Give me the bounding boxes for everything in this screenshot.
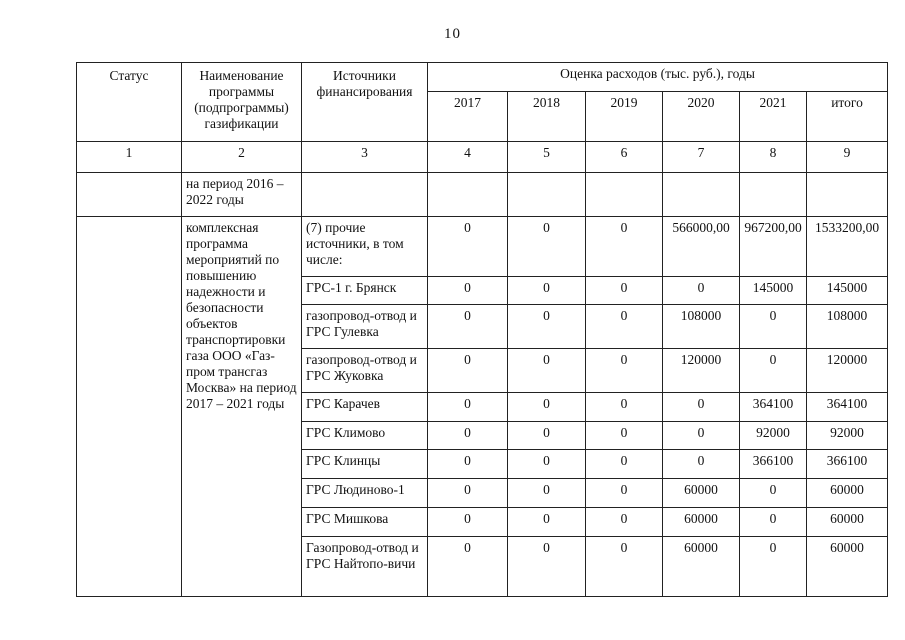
value-2020: 0 xyxy=(663,277,740,305)
empty-cell xyxy=(302,173,428,217)
value-total: 60000 xyxy=(807,537,888,597)
header-row-1 xyxy=(77,63,888,92)
value-total: 108000 xyxy=(807,305,888,349)
empty-cell xyxy=(586,173,663,217)
value-2019: 0 xyxy=(586,277,663,305)
empty-cell xyxy=(663,173,740,217)
period-row xyxy=(77,173,888,217)
value-2020: 60000 xyxy=(663,479,740,508)
value-2020: 566000,00 xyxy=(663,217,740,277)
column-number: 3 xyxy=(302,142,428,173)
source-cell: ГРС Карачев xyxy=(302,393,428,422)
empty-cell xyxy=(508,173,586,217)
value-2021: 0 xyxy=(740,508,807,537)
budget-table xyxy=(76,62,888,597)
source-cell: газопровод-отвод и ГРС Гулевка xyxy=(302,305,428,349)
value-total: 92000 xyxy=(807,422,888,450)
source-cell: (7) прочие источники, в том числе: xyxy=(302,217,428,277)
table-row xyxy=(77,217,888,277)
value-2018: 0 xyxy=(508,508,586,537)
value-2021: 0 xyxy=(740,537,807,597)
header-total: итого xyxy=(807,92,888,142)
value-2019: 0 xyxy=(586,393,663,422)
value-2017: 0 xyxy=(428,508,508,537)
program-name-cell: комплексная программа мероприятий по повышению надежности и безопасности объектов транспортировки газа ООО «Газ-пром трансгаз Москва» на период 2017 – 2021 годы xyxy=(182,217,302,597)
value-2021: 364100 xyxy=(740,393,807,422)
value-total: 145000 xyxy=(807,277,888,305)
header-year-2017: 2017 xyxy=(428,92,508,142)
column-number: 7 xyxy=(663,142,740,173)
program-status-cell xyxy=(77,217,182,597)
value-2018: 0 xyxy=(508,277,586,305)
value-2018: 0 xyxy=(508,450,586,479)
column-number-row xyxy=(77,142,888,173)
value-2018: 0 xyxy=(508,305,586,349)
value-2018: 0 xyxy=(508,479,586,508)
value-total: 364100 xyxy=(807,393,888,422)
value-2019: 0 xyxy=(586,305,663,349)
source-cell: ГРС-1 г. Брянск xyxy=(302,277,428,305)
source-cell: ГРС Клинцы xyxy=(302,450,428,479)
empty-cell xyxy=(428,173,508,217)
value-2021: 0 xyxy=(740,349,807,393)
header-sources: Источники финансирования xyxy=(302,63,428,142)
value-2019: 0 xyxy=(586,422,663,450)
value-2020: 0 xyxy=(663,422,740,450)
column-number: 9 xyxy=(807,142,888,173)
header-year-2021: 2021 xyxy=(740,92,807,142)
source-cell: ГРС Мишкова xyxy=(302,508,428,537)
source-cell: газопровод-отвод и ГРС Жуковка xyxy=(302,349,428,393)
value-2017: 0 xyxy=(428,537,508,597)
period-status-cell xyxy=(77,173,182,217)
value-2021: 145000 xyxy=(740,277,807,305)
value-2018: 0 xyxy=(508,422,586,450)
value-2019: 0 xyxy=(586,450,663,479)
value-2020: 0 xyxy=(663,450,740,479)
empty-cell xyxy=(740,173,807,217)
value-2021: 366100 xyxy=(740,450,807,479)
value-2019: 0 xyxy=(586,217,663,277)
column-number: 4 xyxy=(428,142,508,173)
period-program-cell: на период 2016 – 2022 годы xyxy=(182,173,302,217)
header-year-2020: 2020 xyxy=(663,92,740,142)
value-2017: 0 xyxy=(428,422,508,450)
source-cell: Газопровод-отвод и ГРС Найтопо-вичи xyxy=(302,537,428,597)
header-status: Статус xyxy=(77,63,182,142)
header-program: Наименование программы (подпрограммы) газификации xyxy=(182,63,302,142)
value-total: 1533200,00 xyxy=(807,217,888,277)
column-number: 6 xyxy=(586,142,663,173)
header-estimate: Оценка расходов (тыс. руб.), годы xyxy=(428,63,888,92)
value-2018: 0 xyxy=(508,393,586,422)
value-2020: 60000 xyxy=(663,508,740,537)
page-number: 10 xyxy=(444,26,461,42)
value-2018: 0 xyxy=(508,217,586,277)
value-2017: 0 xyxy=(428,393,508,422)
value-2017: 0 xyxy=(428,277,508,305)
source-cell: ГРС Людиново-1 xyxy=(302,479,428,508)
value-2020: 120000 xyxy=(663,349,740,393)
value-total: 60000 xyxy=(807,508,888,537)
value-total: 120000 xyxy=(807,349,888,393)
value-2020: 108000 xyxy=(663,305,740,349)
value-2021: 92000 xyxy=(740,422,807,450)
value-2017: 0 xyxy=(428,450,508,479)
value-2017: 0 xyxy=(428,479,508,508)
column-number: 5 xyxy=(508,142,586,173)
value-2017: 0 xyxy=(428,349,508,393)
value-2020: 0 xyxy=(663,393,740,422)
value-2017: 0 xyxy=(428,217,508,277)
value-2018: 0 xyxy=(508,537,586,597)
column-number: 8 xyxy=(740,142,807,173)
value-2020: 60000 xyxy=(663,537,740,597)
value-2019: 0 xyxy=(586,349,663,393)
value-2019: 0 xyxy=(586,479,663,508)
header-year-2018: 2018 xyxy=(508,92,586,142)
source-cell: ГРС Климово xyxy=(302,422,428,450)
value-2019: 0 xyxy=(586,508,663,537)
value-2021: 0 xyxy=(740,479,807,508)
header-year-2019: 2019 xyxy=(586,92,663,142)
value-total: 366100 xyxy=(807,450,888,479)
value-total: 60000 xyxy=(807,479,888,508)
value-2021: 0 xyxy=(740,305,807,349)
value-2021: 967200,00 xyxy=(740,217,807,277)
column-number: 1 xyxy=(77,142,182,173)
empty-cell xyxy=(807,173,888,217)
column-number: 2 xyxy=(182,142,302,173)
value-2019: 0 xyxy=(586,537,663,597)
value-2017: 0 xyxy=(428,305,508,349)
value-2018: 0 xyxy=(508,349,586,393)
